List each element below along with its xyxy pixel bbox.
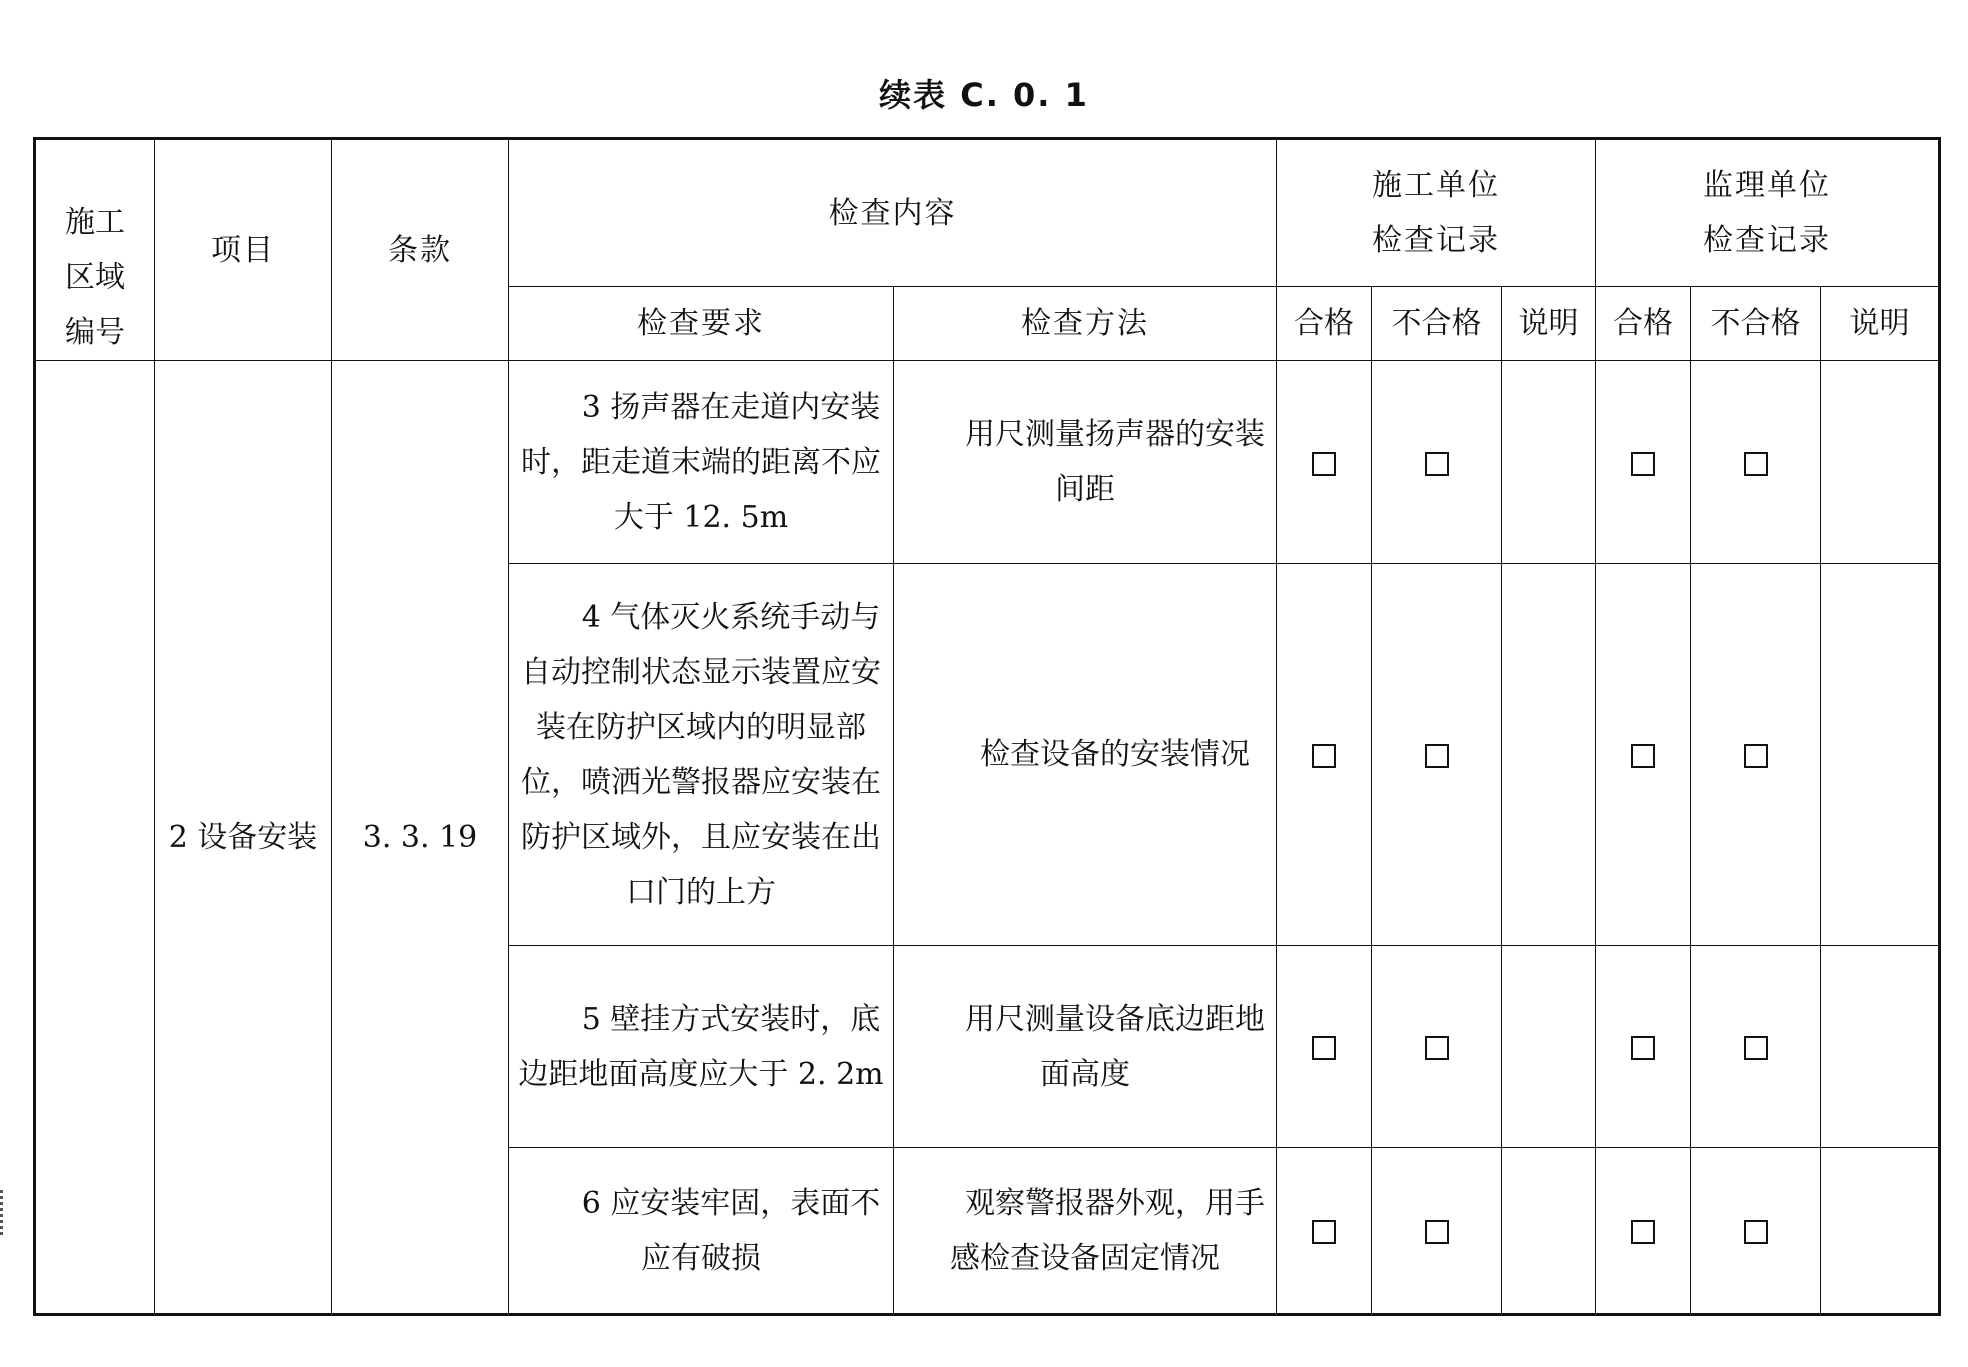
supervision-pass-checkbox[interactable] bbox=[1631, 1036, 1655, 1060]
inspection-table bbox=[33, 137, 1941, 1316]
requirement-cell: 4 气体灭火系统手动与自动控制状态显示装置应安装在防护区域内的明显部位，喷洒光警报器应安装在防护区域外，且应安装在出口门的上方 bbox=[509, 564, 894, 946]
construction-note-cell[interactable] bbox=[1502, 946, 1596, 1148]
method-cell: 用尺测量设备底边距地面高度 bbox=[894, 946, 1277, 1148]
requirement-cell: 6 应安装牢固，表面不应有破损 bbox=[509, 1148, 894, 1315]
supervision-fail-checkbox[interactable] bbox=[1744, 744, 1768, 768]
supervision-pass-checkbox[interactable] bbox=[1631, 452, 1655, 476]
construction-pass-cell bbox=[1277, 1148, 1372, 1315]
supervision-pass-cell bbox=[1596, 361, 1691, 564]
construction-fail-checkbox[interactable] bbox=[1425, 744, 1449, 768]
construction-fail-cell bbox=[1372, 361, 1502, 564]
supervision-fail-cell bbox=[1691, 564, 1821, 946]
construction-note-cell[interactable] bbox=[1502, 1148, 1596, 1315]
header-supervision-note: 说明 bbox=[1821, 287, 1940, 361]
construction-fail-cell bbox=[1372, 946, 1502, 1148]
supervision-fail-checkbox[interactable] bbox=[1744, 452, 1768, 476]
header-method: 检查方法 bbox=[894, 287, 1277, 361]
supervision-fail-checkbox[interactable] bbox=[1744, 1220, 1768, 1244]
supervision-pass-cell bbox=[1596, 564, 1691, 946]
construction-pass-cell bbox=[1277, 946, 1372, 1148]
header-item: 项目 bbox=[155, 139, 332, 361]
header-content: 检查内容 bbox=[509, 139, 1277, 287]
supervision-pass-cell bbox=[1596, 946, 1691, 1148]
requirement-cell: 3 扬声器在走道内安装时，距走道末端的距离不应大于 12. 5m bbox=[509, 361, 894, 564]
supervision-pass-checkbox[interactable] bbox=[1631, 1220, 1655, 1244]
construction-fail-checkbox[interactable] bbox=[1425, 452, 1449, 476]
header-clause: 条款 bbox=[332, 139, 509, 361]
header-construction-fail: 不合格 bbox=[1372, 287, 1502, 361]
header-supervision-fail: 不合格 bbox=[1691, 287, 1821, 361]
header-requirement: 检查要求 bbox=[509, 287, 894, 361]
construction-fail-cell bbox=[1372, 564, 1502, 946]
header-supervision: 监理单位 检查记录 bbox=[1596, 139, 1940, 287]
method-cell: 观察警报器外观，用手感检查设备固定情况 bbox=[894, 1148, 1277, 1315]
table-row bbox=[35, 361, 1940, 564]
supervision-note-cell[interactable] bbox=[1821, 361, 1940, 564]
header-construction: 施工单位 检查记录 bbox=[1277, 139, 1596, 287]
supervision-fail-cell bbox=[1691, 361, 1821, 564]
construction-note-cell[interactable] bbox=[1502, 564, 1596, 946]
header-construction-note: 说明 bbox=[1502, 287, 1596, 361]
construction-fail-checkbox[interactable] bbox=[1425, 1220, 1449, 1244]
header-supervision-pass: 合格 bbox=[1596, 287, 1691, 361]
supervision-note-cell[interactable] bbox=[1821, 564, 1940, 946]
supervision-note-cell[interactable] bbox=[1821, 946, 1940, 1148]
supervision-pass-checkbox[interactable] bbox=[1631, 744, 1655, 768]
method-cell: 用尺测量扬声器的安装间距 bbox=[894, 361, 1277, 564]
area-no-cell bbox=[35, 361, 155, 1315]
construction-pass-checkbox[interactable] bbox=[1312, 452, 1336, 476]
construction-pass-cell bbox=[1277, 564, 1372, 946]
construction-pass-checkbox[interactable] bbox=[1312, 744, 1336, 768]
header-area-no: 施工 区域 编号 bbox=[35, 139, 155, 361]
table-title: 续表 C. 0. 1 bbox=[879, 76, 1089, 114]
header-construction-pass: 合格 bbox=[1277, 287, 1372, 361]
supervision-fail-cell bbox=[1691, 946, 1821, 1148]
supervision-fail-cell bbox=[1691, 1148, 1821, 1315]
supervision-pass-cell bbox=[1596, 1148, 1691, 1315]
page-edge-mark bbox=[0, 1190, 8, 1235]
construction-pass-checkbox[interactable] bbox=[1312, 1036, 1336, 1060]
construction-fail-cell bbox=[1372, 1148, 1502, 1315]
construction-pass-cell bbox=[1277, 361, 1372, 564]
clause-cell: 3. 3. 19 bbox=[332, 361, 509, 1315]
requirement-cell: 5 壁挂方式安装时，底边距地面高度应大于 2. 2m bbox=[509, 946, 894, 1148]
supervision-note-cell[interactable] bbox=[1821, 1148, 1940, 1315]
method-cell: 检查设备的安装情况 bbox=[894, 564, 1277, 946]
construction-note-cell[interactable] bbox=[1502, 361, 1596, 564]
construction-fail-checkbox[interactable] bbox=[1425, 1036, 1449, 1060]
item-cell: 2 设备安装 bbox=[155, 361, 332, 1315]
supervision-fail-checkbox[interactable] bbox=[1744, 1036, 1768, 1060]
construction-pass-checkbox[interactable] bbox=[1312, 1220, 1336, 1244]
